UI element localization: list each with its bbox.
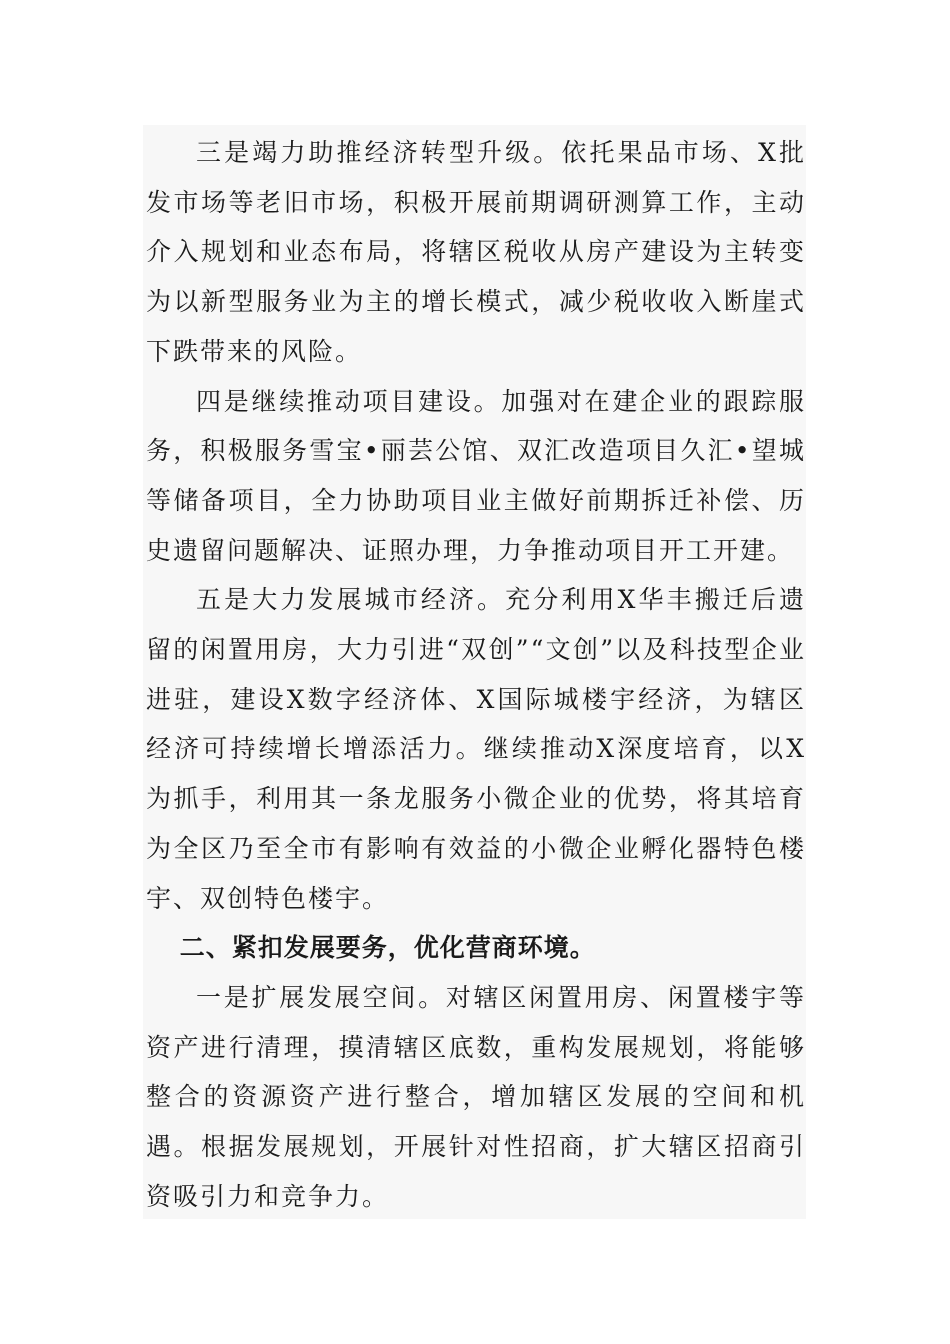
- paragraph-development-space: 一是扩展发展空间。对辖区闲置用房、闲置楼宇等资产进行清理，摸清辖区底数，重构发展规划，将能够整合的资源资产进行整合，增加辖区发展的空间和机遇。根据发展规划，开展针对性招商，扩大辖区招商引资吸引力和竞争力。: [146, 982, 806, 1211]
- paragraph-economic-transformation: 三是竭力助推经济转型升级。依托果品市场、X批发市场等老旧市场，积极开展前期调研测算工作，主动介入规划和业态布局，将辖区税收从房产建设为主转变为以新型服务业为主的增长模式，减少税收收入断崖式下跌带来的风险。: [146, 138, 806, 366]
- paragraph-urban-economy: 五是大力发展城市经济。充分利用X华丰搬迁后遗留的闲置用房，大力引进“双创”“文创”以及科技型企业进驻，建设X数字经济体、X国际城楼宇经济，为辖区经济可持续增长增添活力。继续推动X深度培育，以X为抓手，利用其一条龙服务小微企业的优势，将其培育为全区乃至全市有影响有效益的小微企业孵化器特色楼宇、双创特色楼宇。: [146, 585, 806, 913]
- paragraph-project-construction: 四是继续推动项目建设。加强对在建企业的跟踪服务，积极服务雪宝•丽芸公馆、双汇改造项目久汇•望城等储备项目，全力协助项目业主做好前期拆迁补偿、历史遗留问题解决、证照办理，力争推动项目开工开建。: [146, 386, 806, 565]
- document-body: [146, 128, 806, 1221]
- section-heading-business-environment: 二、紧扣发展要务，优化营商环境。: [179, 933, 596, 963]
